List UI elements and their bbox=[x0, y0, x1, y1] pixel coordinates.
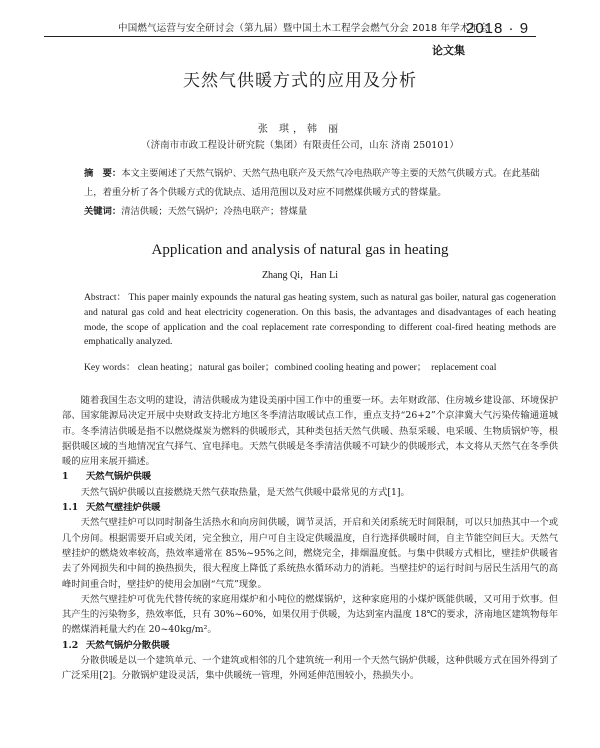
keywords-label-english: Key words： bbox=[84, 362, 136, 373]
page-header bbox=[0, 14, 600, 58]
issue-date: 2018 · 9 bbox=[466, 20, 530, 37]
section-1-heading bbox=[62, 469, 558, 484]
collection-label: 论文集 bbox=[432, 44, 465, 57]
section-1-number: 1 bbox=[62, 471, 69, 483]
section-1-2-heading bbox=[62, 638, 558, 653]
section-1-title: 天然气锅炉供暖 bbox=[86, 471, 152, 483]
abstract-text-english: This paper mainly expounds the natural gas heating system, such as natural gas boiler, natural gas cogeneration and natural gas cold and heat electricity cogeneration. On this basis, the advantages and disadvantages of each heating mode, the scope of application and the coal replacement rate corresponding to different coal-fired heating methods are emphatically analyzed. bbox=[84, 292, 556, 348]
section-1-2-paragraph-1: 分散供暖是以一个建筑单元、一个建筑或相邻的几个建筑统一利用一个天然气锅炉供暖，这种供暖方式在国外得到了广泛采用[2]。分散锅炉建设灵活，集中供暖统一管理，外网延伸范围较小，热损失小。 bbox=[62, 655, 558, 682]
title-chinese: 天然气供暖方式的应用及分析 bbox=[183, 71, 417, 91]
section-1-1-paragraph-1: 天然气壁挂炉可以同时制备生活热水和向房间供暖，调节灵活，开启和关闭系统无时间限制，可以只加热其中一个或几个房间。根据需要开启或关闭，完全独立，用户可自主设定供暖温度，自行选择供暖时间，自主节能空间巨大。天然气壁挂炉的燃烧效率较高，热效率通常在 85%~95%之间，燃烧完全，排烟温度低。与集中供暖方式相比，壁挂炉供暖省去了外网损失和中间的换热损失，很大程度上降低了系统热水循环动力的消耗。当壁挂炉的运行时间与居民生活用气的高峰时间重合时，壁挂炉的使用会加剧“气荒”现象。 bbox=[62, 517, 558, 590]
abstract-chinese bbox=[84, 164, 556, 202]
section-1-2-title: 天然气锅炉分散供暖 bbox=[86, 639, 170, 651]
intro-paragraph: 随着我国生态文明的建设，清洁供暖成为建设美丽中国工作中的重要一环。去年财政部、住房城乡建设部、环境保护部、国家能源局决定开展中央财政支持北方地区冬季清洁取暖试点工作，重点支持“26+2”个京津冀大气污染传输通道城市。冬季清洁供暖是指不以燃烧煤炭为燃料的供暖形式，其种类包括天然气供暖、热泵采暖、电采暖、生物质锅炉等，根据供暖区域的当地情况宜气择气、宜电择电。天然气供暖是冬季清洁供暖不可缺少的供暖形式，本文将从天然气在冬季供暖的应用来展开描述。 bbox=[62, 395, 558, 468]
section-1-1-number: 1.1 bbox=[62, 502, 79, 514]
header-rule bbox=[44, 36, 536, 37]
affiliation-chinese: （济南市市政工程设计研究院（集团）有限责任公司，山东 济南 250101） bbox=[141, 140, 459, 151]
body-text bbox=[62, 393, 558, 684]
authors-english: Zhang Qi，Han Li bbox=[261, 270, 339, 281]
keywords-english bbox=[84, 359, 564, 373]
abstract-label-english: Abstract： bbox=[84, 292, 127, 303]
keywords-text-english: clean heating；natural gas boiler；combined cooling heating and power； replacement coal bbox=[137, 362, 497, 373]
section-1-1-paragraph-2: 天然气壁挂炉可优先代替传统的家庭用煤炉和小吨位的燃煤锅炉，这种家庭用的小煤炉既能供暖，又可用于炊事。但其产生的污染物多，热效率低，只有 30%~60%，如果仅用于供暖，为达到室内温度 18℃的要求，济南地区建筑物每年的燃煤消耗量大约在 20~40kg/m²。 bbox=[62, 593, 558, 636]
conference-name: 中国燃气运营与安全研讨会（第九届）暨中国土木工程学会燃气分会 2018 年学术年会 bbox=[118, 23, 489, 34]
keywords-text-chinese: 清洁供暖；天然气锅炉；冷热电联产；替煤量 bbox=[121, 206, 308, 217]
section-1-1-title: 天然气壁挂炉供暖 bbox=[86, 502, 161, 514]
section-1-paragraph: 天然气锅炉供暖以直接燃烧天然气获取热量，是天然气供暖中最常见的方式[1]。 bbox=[80, 486, 410, 498]
keywords-chinese bbox=[84, 202, 556, 221]
authors-chinese: 张 琪，韩 丽 bbox=[257, 124, 343, 135]
section-1-1-heading bbox=[62, 500, 558, 515]
keywords-label-chinese: 关键词： bbox=[84, 206, 122, 217]
title-english: Application and analysis of natural gas in heating bbox=[151, 242, 449, 258]
abstract-label-chinese: 摘 要： bbox=[84, 168, 122, 179]
abstract-english bbox=[84, 291, 556, 350]
abstract-text-chinese: 本文主要阐述了天然气锅炉、天然气热电联产及天然气冷电热联产等主要的天然气供暖方式。在此基础上，着重分析了各个供暖方式的优缺点、适用范围以及对应不同燃煤供暖方式的替煤量。 bbox=[84, 168, 540, 198]
section-1-2-number: 1.2 bbox=[62, 639, 79, 651]
